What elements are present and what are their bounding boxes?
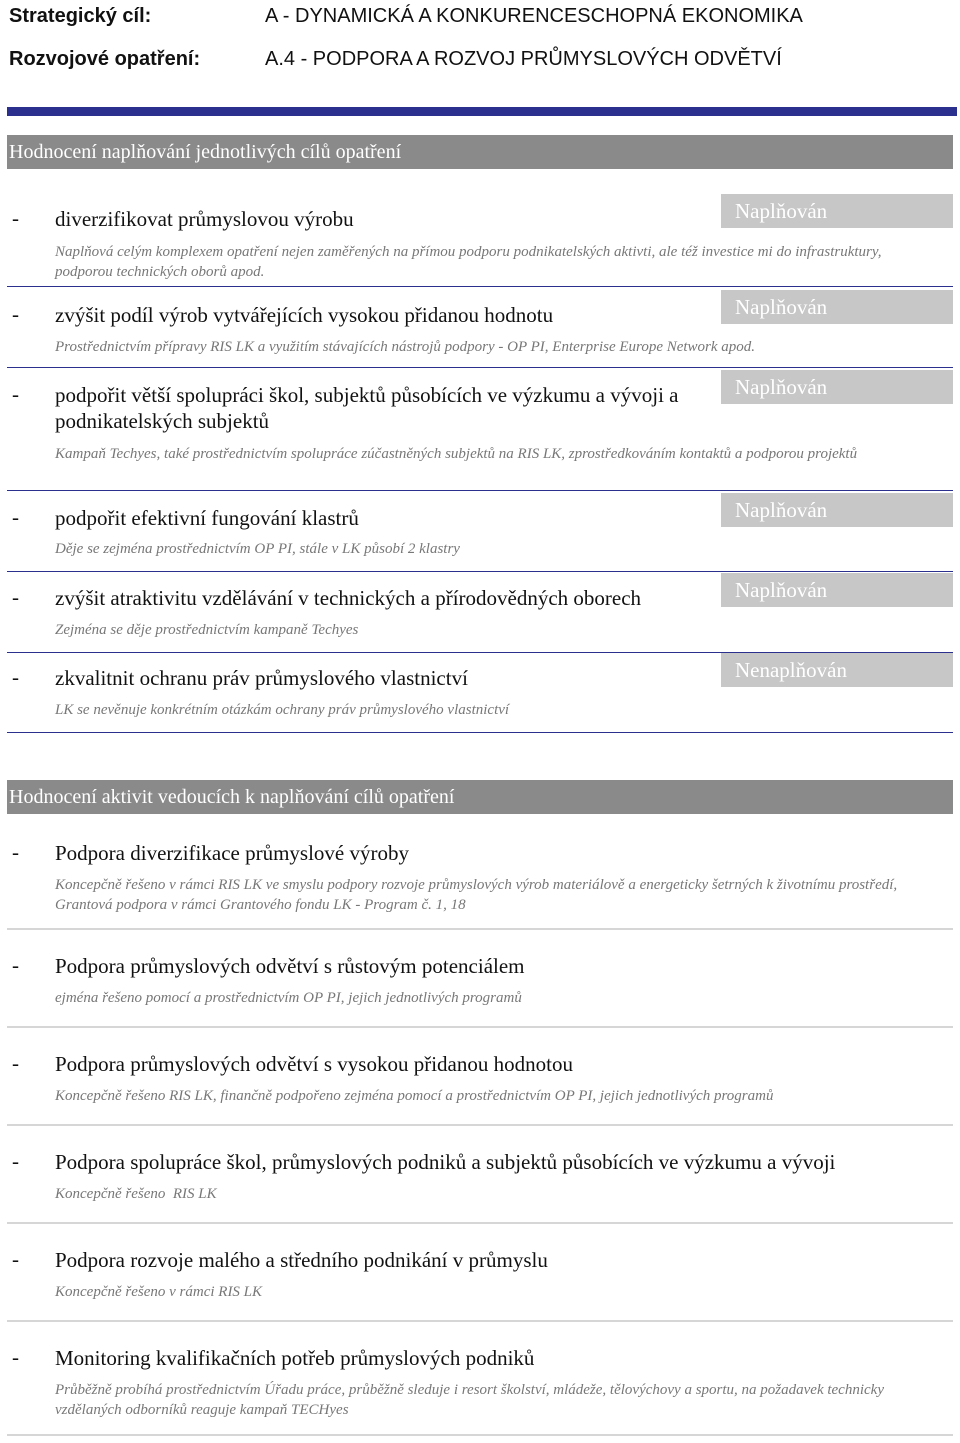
- row-divider: [7, 1320, 953, 1322]
- goal-item-title: zkvalitnit ochranu práv průmyslového vlastnictví: [55, 666, 468, 690]
- activity-item-note: Koncepčně řešeno v rámci RIS LK ve smyslu podpory rozvoje průmyslových výrob materiálově a energeticky šetrných k životnímu prostředí, Grantová podpora v rámci Grantového fondu LK - Program č. 1, 18: [55, 877, 898, 913]
- list-dash: -: [12, 1149, 19, 1173]
- goal-item-note: LK se nevěnuje konkrétním otázkám ochrany práv průmyslového vlastnictví: [55, 702, 510, 718]
- activity-item-note: Koncepčně řešeno RIS LK: [55, 1186, 217, 1202]
- list-dash: -: [12, 840, 19, 864]
- list-dash: -: [12, 665, 19, 689]
- list-dash: -: [12, 585, 19, 609]
- status-badge: Naplňován: [721, 493, 953, 527]
- activity-item-note: Průběžně probíhá prostřednictvím Úřadu práce, průběžně sleduje i resort školství, mládeže, tělovýchovy a sportu, na požadavek technicky vzdělaných odborníků reaguje kampaň TECHyes: [55, 1382, 884, 1418]
- goal-item-title: zvýšit podíl výrob vytvářejících vysokou přidanou hodnotu: [55, 303, 554, 327]
- row-divider: [7, 928, 953, 930]
- activity-item-title: Podpora diverzifikace průmyslové výroby: [55, 841, 409, 865]
- list-dash: -: [12, 1345, 19, 1369]
- section-divider: [7, 732, 953, 733]
- activity-item-title: Podpora průmyslových odvětví s růstovým potenciálem: [55, 954, 525, 978]
- goal-item-note: Kampaň Techyes, také prostřednictvím spolupráce zúčastněných subjektů na RIS LK, zprostředkováním kontaktů a podporou projektů: [55, 446, 858, 462]
- row-divider: [7, 571, 953, 572]
- goal-item-note: Zejména se děje prostřednictvím kampaně Techyes: [55, 622, 359, 638]
- list-dash: -: [12, 1051, 19, 1075]
- goal-item-note: Prostřednictvím přípravy RIS LK a využitím stávajících nástrojů podpory - OP PI, Enterprise Europe Network apod.: [55, 339, 756, 355]
- section2-title: Hodnocení aktivit vedoucích k naplňování cílů opatření: [7, 780, 953, 814]
- goal-value: A - DYNAMICKÁ A KONKURENCESCHOPNÁ EKONOMIKA: [265, 5, 803, 27]
- list-dash: -: [12, 1247, 19, 1271]
- status-badge: Naplňován: [721, 573, 953, 607]
- status-badge: Nenaplňován: [721, 653, 953, 687]
- activity-item-note: Koncepčně řešeno v rámci RIS LK: [55, 1284, 263, 1300]
- list-dash: -: [12, 302, 19, 326]
- goal-item-title: podpořit efektivní fungování klastrů: [55, 506, 359, 530]
- goal-item-title: zvýšit atraktivitu vzdělávání v technických a přírodovědných oborech: [55, 586, 642, 610]
- section1-title: Hodnocení naplňování jednotlivých cílů opatření: [7, 135, 953, 169]
- status-badge: Naplňován: [721, 194, 953, 228]
- row-divider: [7, 1434, 953, 1436]
- goal-item-note: Děje se zejména prostřednictvím OP PI, stále v LK působí 2 klastry: [55, 541, 460, 557]
- row-divider: [7, 286, 953, 287]
- row-divider: [7, 1222, 953, 1224]
- row-divider: [7, 1124, 953, 1126]
- list-dash: -: [12, 382, 19, 406]
- status-badge: Naplňován: [721, 290, 953, 324]
- row-divider: [7, 1026, 953, 1028]
- status-badge: Naplňován: [721, 370, 953, 404]
- activity-item-title: Monitoring kvalifikačních potřeb průmyslových podniků: [55, 1346, 535, 1370]
- list-dash: -: [12, 206, 19, 230]
- list-dash: -: [12, 953, 19, 977]
- row-divider: [7, 367, 953, 368]
- activity-item-title: Podpora rozvoje malého a středního podnikání v průmyslu: [55, 1248, 548, 1272]
- row-divider: [7, 490, 953, 491]
- measure-label: Rozvojové opatření:: [9, 48, 201, 70]
- activity-item-note: Koncepčně řešeno RIS LK, finančně podpořeno zejména pomocí a prostřednictvím OP PI, jejich jednotlivých programů: [55, 1088, 774, 1104]
- goal-item-note: Naplňová celým komplexem opatření nejen zaměřených na přímou podporu podnikatelských aktivti, ale též investice mi do infrastruktury, podporou technických oborů apod.: [55, 244, 882, 280]
- goal-item-title: diverzifikovat průmyslovou výrobu: [55, 207, 354, 231]
- activity-item-title: Podpora spolupráce škol, průmyslových podniků a subjektů působících ve výzkumu a vývoji: [55, 1150, 836, 1174]
- header-divider: [7, 107, 957, 116]
- goal-item-title: podpořit větší spolupráci škol, subjektů působících ve výzkumu a vývoji a podnikatelských subjektů: [55, 383, 679, 433]
- measure-value: A.4 - PODPORA A ROZVOJ PRŮMYSLOVÝCH ODVĚTVÍ: [265, 48, 782, 70]
- activity-item-note: ejména řešeno pomocí a prostřednictvím OP PI, jejich jednotlivých programů: [55, 990, 522, 1006]
- goal-label: Strategický cíl:: [9, 5, 152, 27]
- activity-item-title: Podpora průmyslových odvětví s vysokou přidanou hodnotou: [55, 1052, 573, 1076]
- list-dash: -: [12, 505, 19, 529]
